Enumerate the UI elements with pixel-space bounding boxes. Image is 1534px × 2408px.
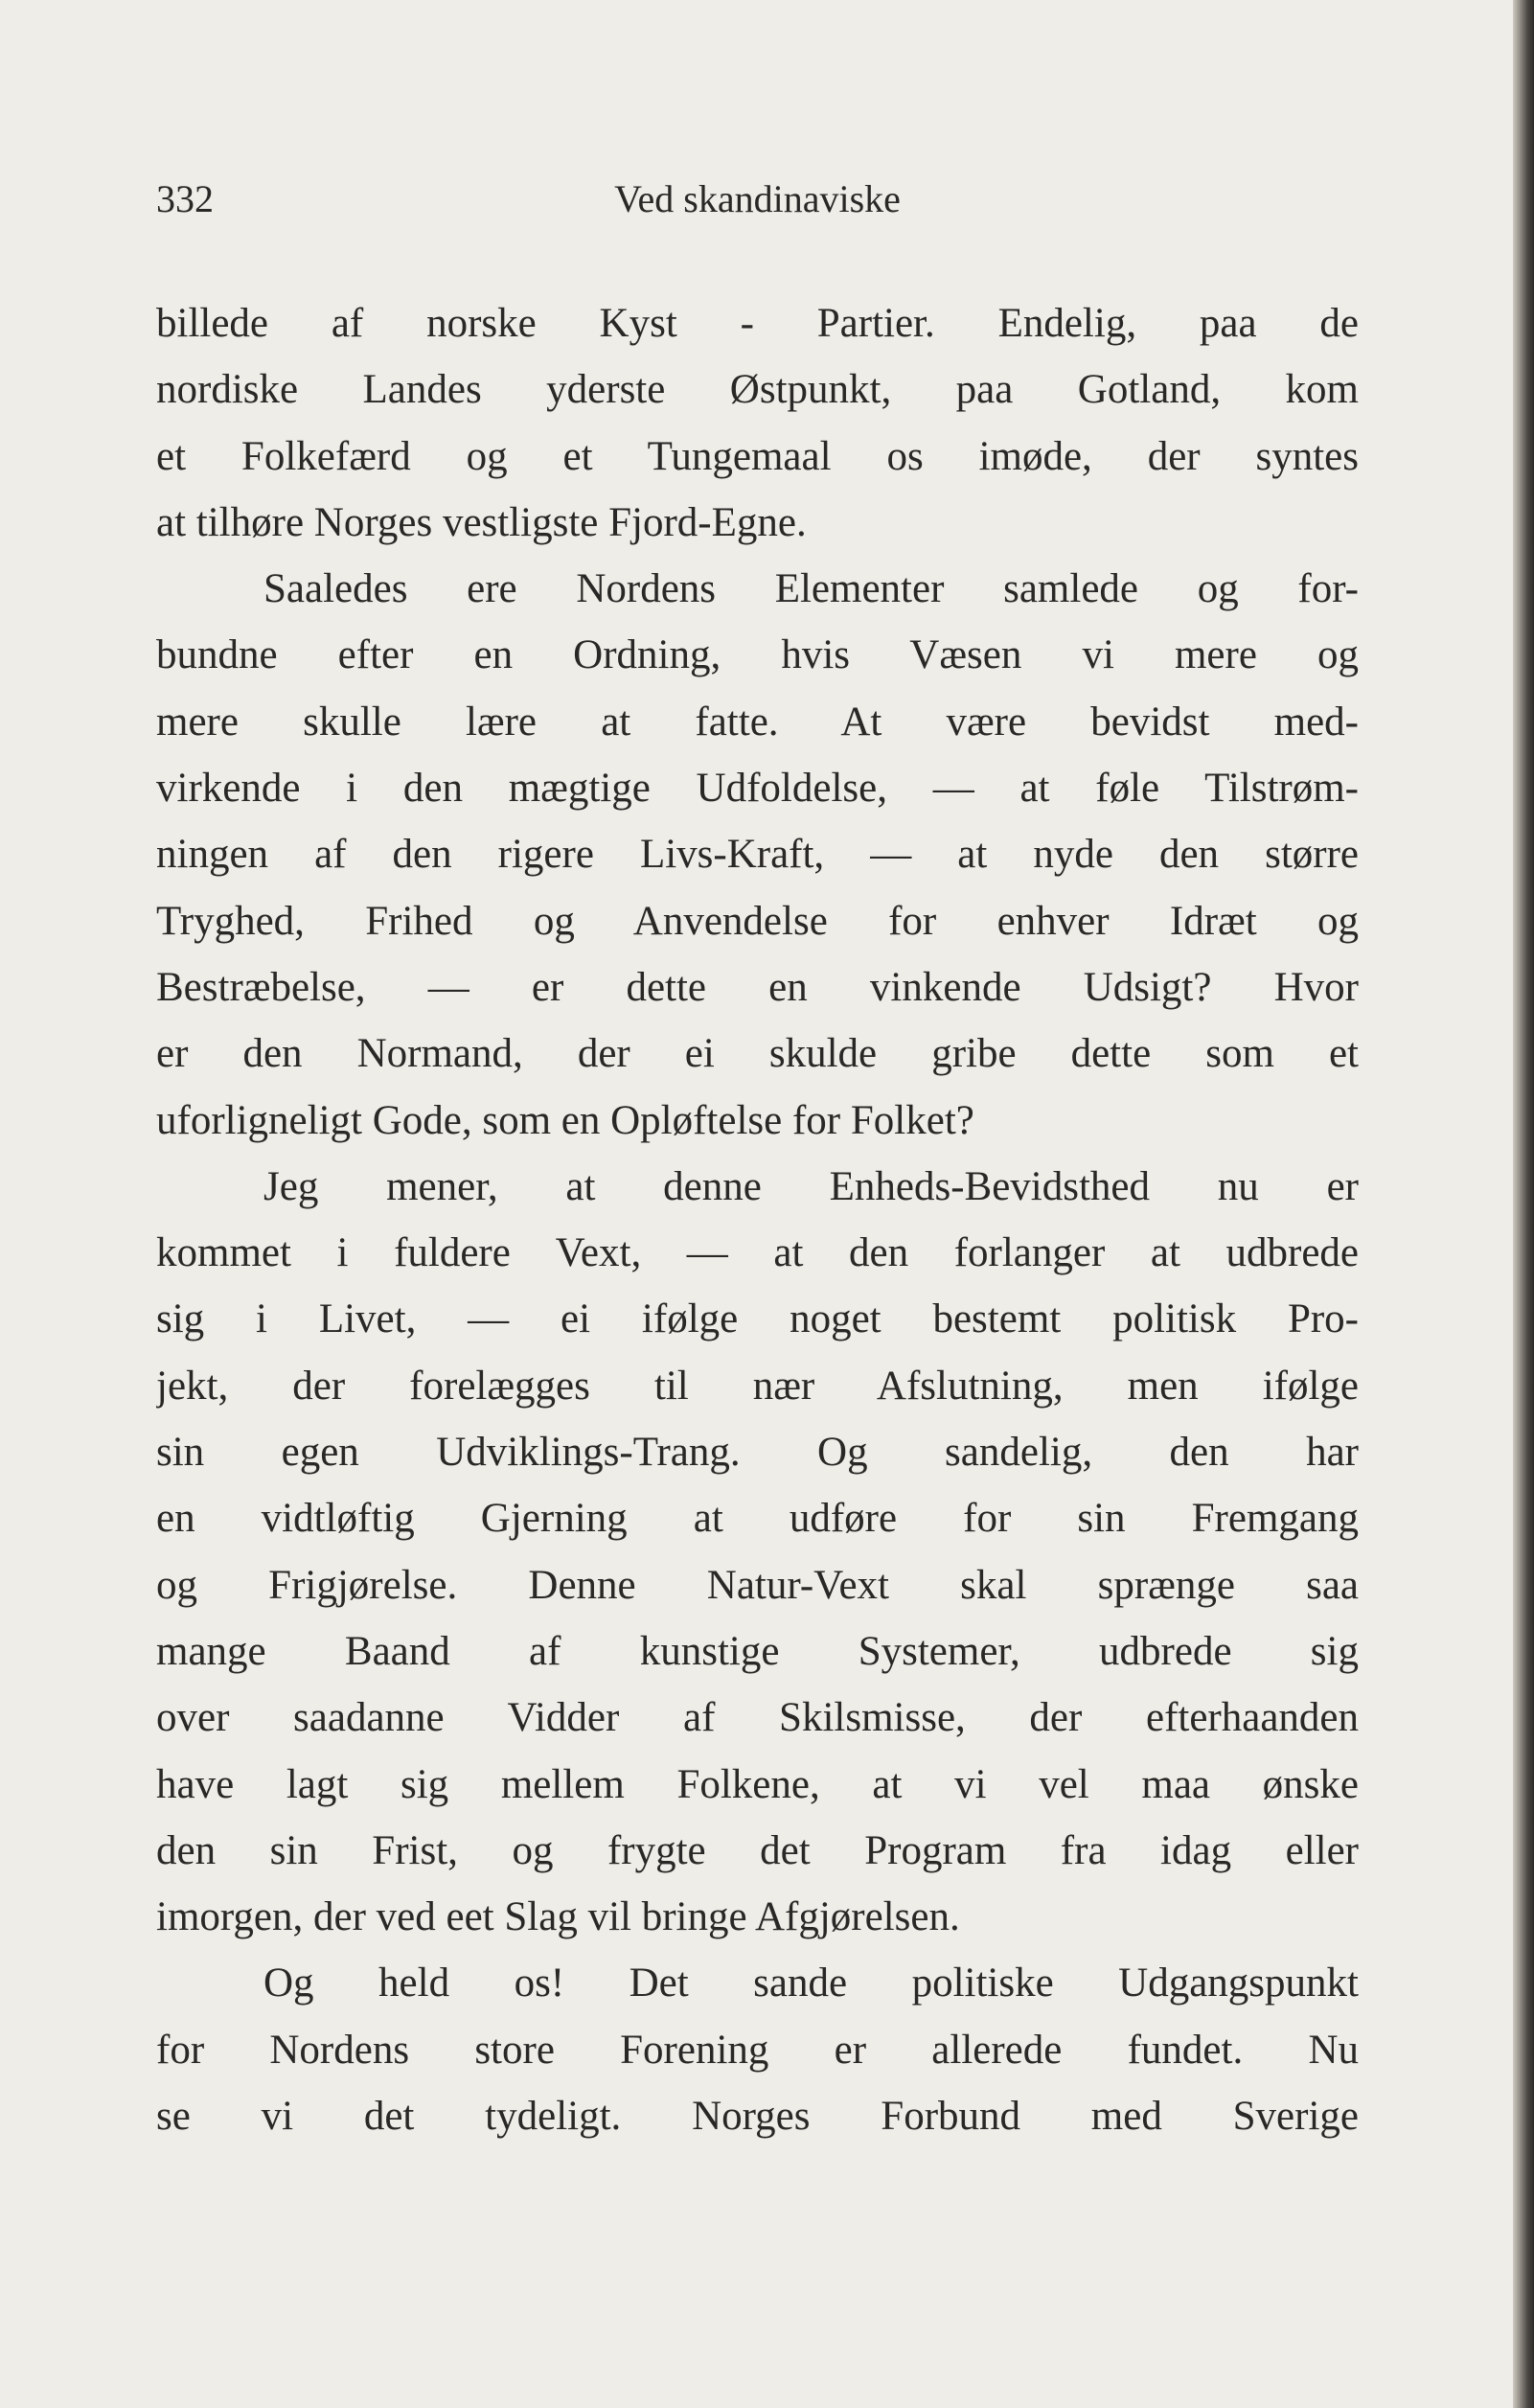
text-line: bundne efter en Ordning, hvis Væsen vi mere og: [156, 632, 1359, 678]
text-line: jekt, der forelægges til nær Afslutning, men ifølge: [156, 1363, 1359, 1409]
text-line: kommet i fuldere Vext, — at den forlanger at udbrede: [156, 1230, 1359, 1276]
text-line: Jeg mener, at denne Enheds-Bevidsthed nu er: [263, 1163, 1359, 1209]
running-head: [156, 171, 1359, 228]
text-line: imorgen, der ved eet Slag vil bringe Afgjørelsen.: [156, 1894, 960, 1940]
text-line: en vidtløftig Gjerning at udføre for sin Fremgang: [156, 1496, 1359, 1542]
text-line: for Nordens store Forening er allerede fundet. Nu: [156, 2027, 1359, 2073]
text-line: at tilhøre Norges vestligste Fjord-Egne.: [156, 499, 807, 545]
text-line: Tryghed, Frihed og Anvendelse for enhver Idræt og: [156, 898, 1359, 944]
text-line: Saaledes ere Nordens Elementer samlede og for-: [263, 566, 1359, 612]
binding-edge: [1513, 0, 1534, 2408]
text-line: den sin Frist, og frygte det Program fra idag eller: [156, 1827, 1359, 1873]
page-number: 332: [156, 177, 214, 220]
text-line: uforligneligt Gode, som en Opløftelse for Folket?: [156, 1097, 974, 1143]
text-line: nordiske Landes yderste Østpunkt, paa Gotland, kom: [156, 367, 1359, 413]
text-line: mange Baand af kunstige Systemer, udbrede sig: [156, 1628, 1359, 1674]
text-line: mere skulle lære at fatte. At være bevidst med-: [156, 699, 1359, 745]
text-body: [156, 290, 1359, 2149]
text-line: billede af norske Kyst - Partier. Endelig, paa de: [156, 301, 1359, 346]
text-line: have lagt sig mellem Folkene, at vi vel maa ønske: [156, 1761, 1359, 1807]
text-line: over saadanne Vidder af Skilsmisse, der efterhaanden: [156, 1695, 1359, 1741]
running-title: Ved skandinaviske: [614, 177, 901, 220]
text-line: sig i Livet, — ei ifølge noget bestemt politisk Pro-: [156, 1296, 1359, 1342]
text-line: se vi det tydeligt. Norges Forbund med Sverige: [156, 2094, 1359, 2140]
text-line: virkende i den mægtige Udfoldelse, — at føle Tilstrøm-: [156, 766, 1359, 812]
text-line: sin egen Udviklings-Trang. Og sandelig, den har: [156, 1430, 1359, 1476]
text-line: Og held os! Det sande politiske Udgangspunkt: [263, 1961, 1359, 2007]
text-line: Bestræbelse, — er dette en vinkende Udsigt? Hvor: [156, 964, 1359, 1010]
text-line: et Folkefærd og et Tungemaal os imøde, der syntes: [156, 433, 1359, 479]
text-line: og Frigjørelse. Denne Natur-Vext skal sprænge saa: [156, 1562, 1359, 1608]
text-line: ningen af den rigere Livs-Kraft, — at nyde den større: [156, 832, 1359, 878]
text-line: er den Normand, der ei skulde gribe dette som et: [156, 1031, 1359, 1077]
